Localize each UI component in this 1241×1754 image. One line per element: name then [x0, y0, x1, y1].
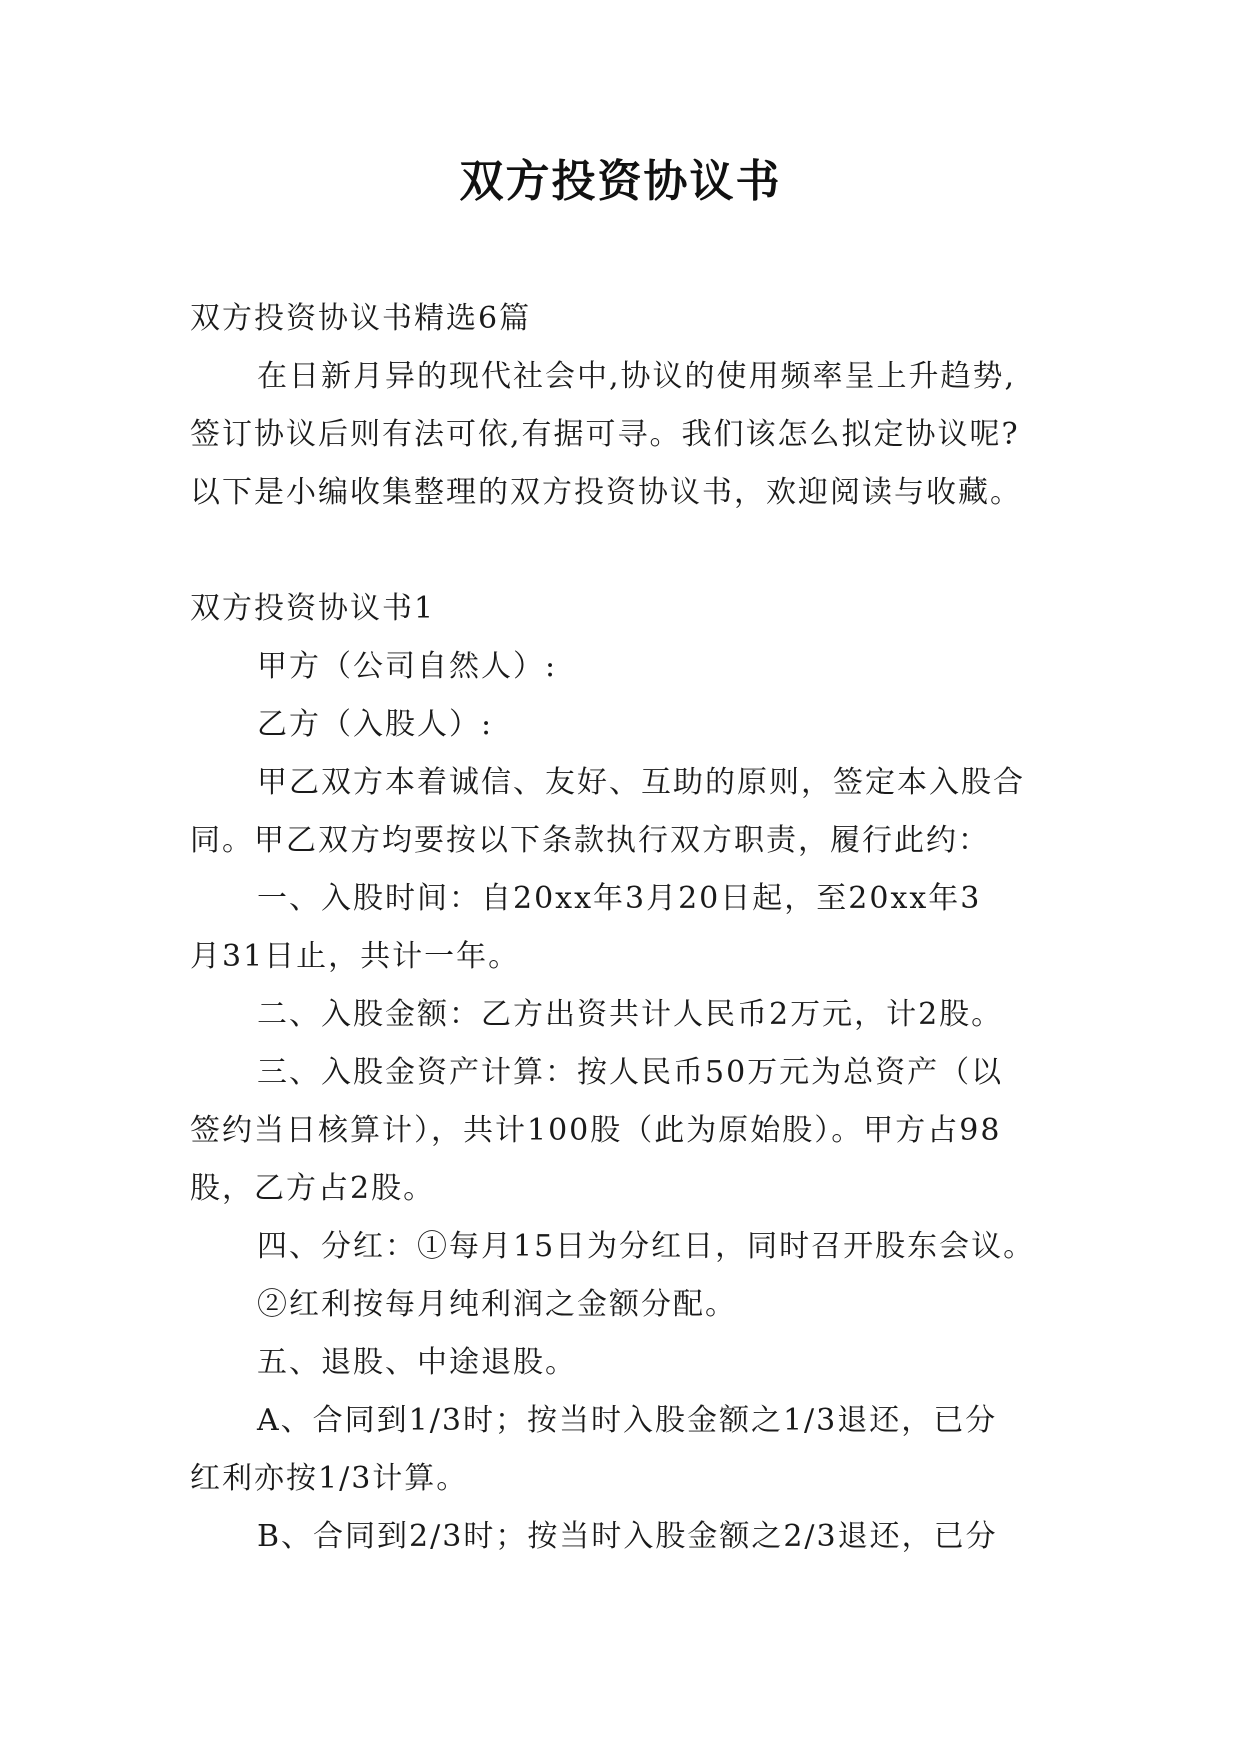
- section-heading: 双方投资协议书1: [190, 591, 436, 626]
- principle-line-2: 同。甲乙双方均要按以下条款执行双方职责，履行此约：: [190, 823, 990, 858]
- clause-3-line-1: 三、入股金资产计算：按人民币50万元为总资产（以: [257, 1055, 1004, 1090]
- clause-5a-line-2: 红利亦按1/3计算。: [190, 1461, 469, 1496]
- intro-line-1: 在日新月异的现代社会中,协议的使用频率呈上升趋势,: [257, 359, 1017, 394]
- clause-1-line-1: 一、入股时间：自20xx年3月20日起，至20xx年3: [257, 881, 982, 916]
- party-a-line: 甲方（公司自然人）:: [257, 649, 558, 684]
- intro-line-2: 签订协议后则有法可依,有据可寻。我们该怎么拟定协议呢?: [190, 417, 1020, 452]
- clause-5-line: 五、退股、中途退股。: [257, 1345, 577, 1380]
- clause-5b-line-1: B、合同到2/3时；按当时入股金额之2/3退还，已分: [257, 1519, 998, 1554]
- document-subtitle: 双方投资协议书精选6篇: [190, 301, 532, 336]
- clause-4-line-2: ②红利按每月纯利润之金额分配。: [257, 1287, 737, 1322]
- document-body: [190, 290, 1070, 1566]
- clause-1-line-2: 月31日止，共计一年。: [190, 939, 521, 974]
- intro-line-3: 以下是小编收集整理的双方投资协议书，欢迎阅读与收藏。: [190, 475, 1022, 510]
- paragraph-gap: [190, 522, 1070, 580]
- clause-5a-line-1: A、合同到1/3时；按当时入股金额之1/3退还，已分: [257, 1403, 998, 1438]
- principle-line-1: 甲乙双方本着诚信、友好、互助的原则，签定本入股合: [257, 765, 1025, 800]
- clause-4-line-1: 四、分红：①每月15日为分红日，同时召开股东会议。: [257, 1229, 1036, 1264]
- clause-2-line: 二、入股金额：乙方出资共计人民币2万元，计2股。: [257, 997, 1004, 1032]
- document-title: 双方投资协议书: [459, 156, 782, 207]
- party-b-line: 乙方（入股人）:: [257, 707, 494, 742]
- clause-3-line-3: 股，乙方占2股。: [190, 1171, 436, 1206]
- clause-3-line-2: 签约当日核算计），共计100股（此为原始股）。甲方占98: [190, 1113, 1002, 1148]
